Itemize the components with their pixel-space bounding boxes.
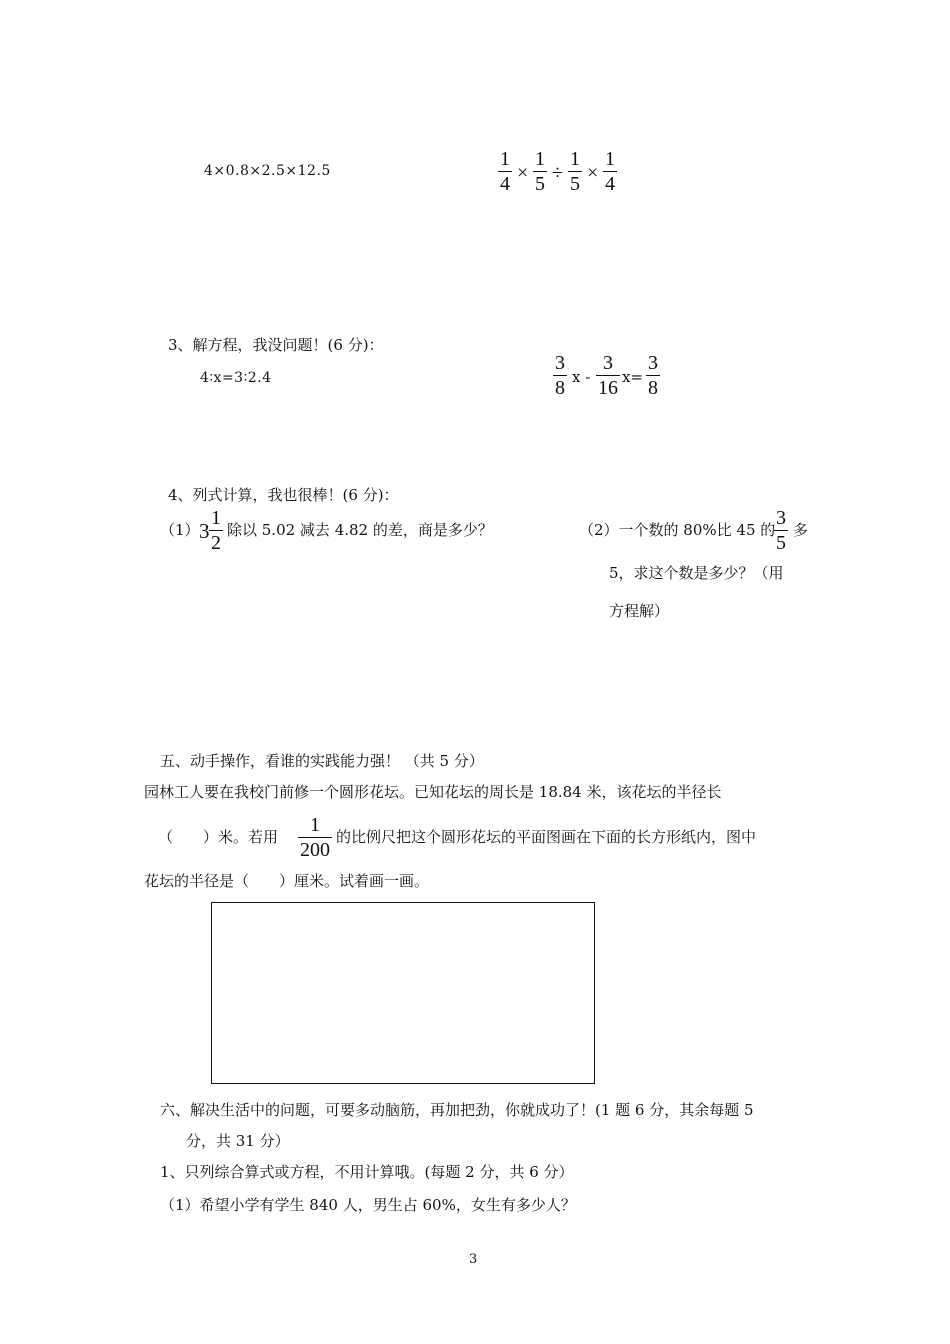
fraction xyxy=(603,149,617,194)
fraction xyxy=(774,508,788,553)
numerator: 1 xyxy=(211,507,221,529)
denominator: 8 xyxy=(555,377,565,399)
mixed-number-whole: 3 xyxy=(199,519,210,543)
section-5-heading: 五、动手操作，看谁的实践能力强！ （共 5 分） xyxy=(160,752,484,770)
fraction xyxy=(209,508,223,553)
denominator: 5 xyxy=(776,532,786,554)
page-number: 3 xyxy=(469,1252,478,1267)
numerator: 1 xyxy=(500,148,510,170)
drawing-area xyxy=(211,902,595,1084)
expression-1: 4×0.8×2.5×12.5 xyxy=(204,163,331,179)
equation-term: x - xyxy=(572,368,591,386)
equation-1: 4∶x=3∶2.4 xyxy=(200,370,272,386)
denominator: 5 xyxy=(570,173,580,195)
part-1-label: （1） xyxy=(160,521,200,539)
times-sign: × xyxy=(587,162,599,184)
denominator: 200 xyxy=(300,839,330,861)
numerator: 1 xyxy=(535,148,545,170)
numerator: 1 xyxy=(605,148,615,170)
fraction xyxy=(568,149,582,194)
section-5-line-3: 花坛的半径是（ ）厘米。试着画一画。 xyxy=(144,872,430,890)
fraction xyxy=(646,353,660,398)
part-1-text: 除以 5.02 减去 4.82 的差，商是多少？ xyxy=(227,521,493,539)
numerator: 3 xyxy=(776,507,786,529)
numerator: 3 xyxy=(555,352,565,374)
subquestion-1-part-1: （1）希望小学有学生 840 人，男生占 60%，女生有多少人？ xyxy=(160,1196,576,1214)
numerator: 3 xyxy=(603,352,613,374)
denominator: 5 xyxy=(535,173,545,195)
q3-heading: 3、解方程，我没问题！(6 分)： xyxy=(168,336,384,354)
denominator: 4 xyxy=(605,173,615,195)
fraction xyxy=(596,353,620,398)
section-5-line-1: 园林工人要在我校门前修一个圆形花坛。已知花坛的周长是 18.84 米，该花坛的半径长 xyxy=(144,783,722,801)
denominator: 16 xyxy=(598,377,618,399)
subquestion-1-heading: 1、只列综合算式或方程，不用计算哦。(每题 2 分，共 6 分） xyxy=(160,1163,574,1181)
divide-sign: ÷ xyxy=(552,162,563,184)
part-2-line-2: 5，求这个数是多少？（用 xyxy=(609,564,784,582)
section-6-heading: 六、解决生活中的问题，可要多动脑筋，再加把劲，你就成功了！(1 题 6 分，其余每题 5 xyxy=(160,1101,754,1119)
section-6-heading-cont: 分，共 31 分） xyxy=(186,1132,290,1150)
numerator: 1 xyxy=(570,148,580,170)
numerator: 1 xyxy=(310,814,320,836)
part-2-after: 多 xyxy=(793,521,809,539)
fraction xyxy=(498,149,512,194)
fraction xyxy=(553,353,567,398)
q4-heading: 4、列式计算，我也很棒！(6 分)： xyxy=(168,486,399,504)
numerator: 3 xyxy=(648,352,658,374)
part-2-line-1: （2）一个数的 80%比 45 的 xyxy=(579,521,776,539)
part-2-line-3: 方程解） xyxy=(609,602,670,620)
denominator: 2 xyxy=(211,532,221,554)
section-5-line-2a: （ ）米。若用 xyxy=(158,828,279,846)
denominator: 4 xyxy=(500,173,510,195)
times-sign: × xyxy=(517,162,529,184)
scale-fraction xyxy=(298,815,332,860)
fraction xyxy=(533,149,547,194)
equation-term: x= xyxy=(622,368,644,386)
denominator: 8 xyxy=(648,377,658,399)
section-5-line-2b: 的比例尺把这个圆形花坛的平面图画在下面的长方形纸内，图中 xyxy=(336,828,757,846)
